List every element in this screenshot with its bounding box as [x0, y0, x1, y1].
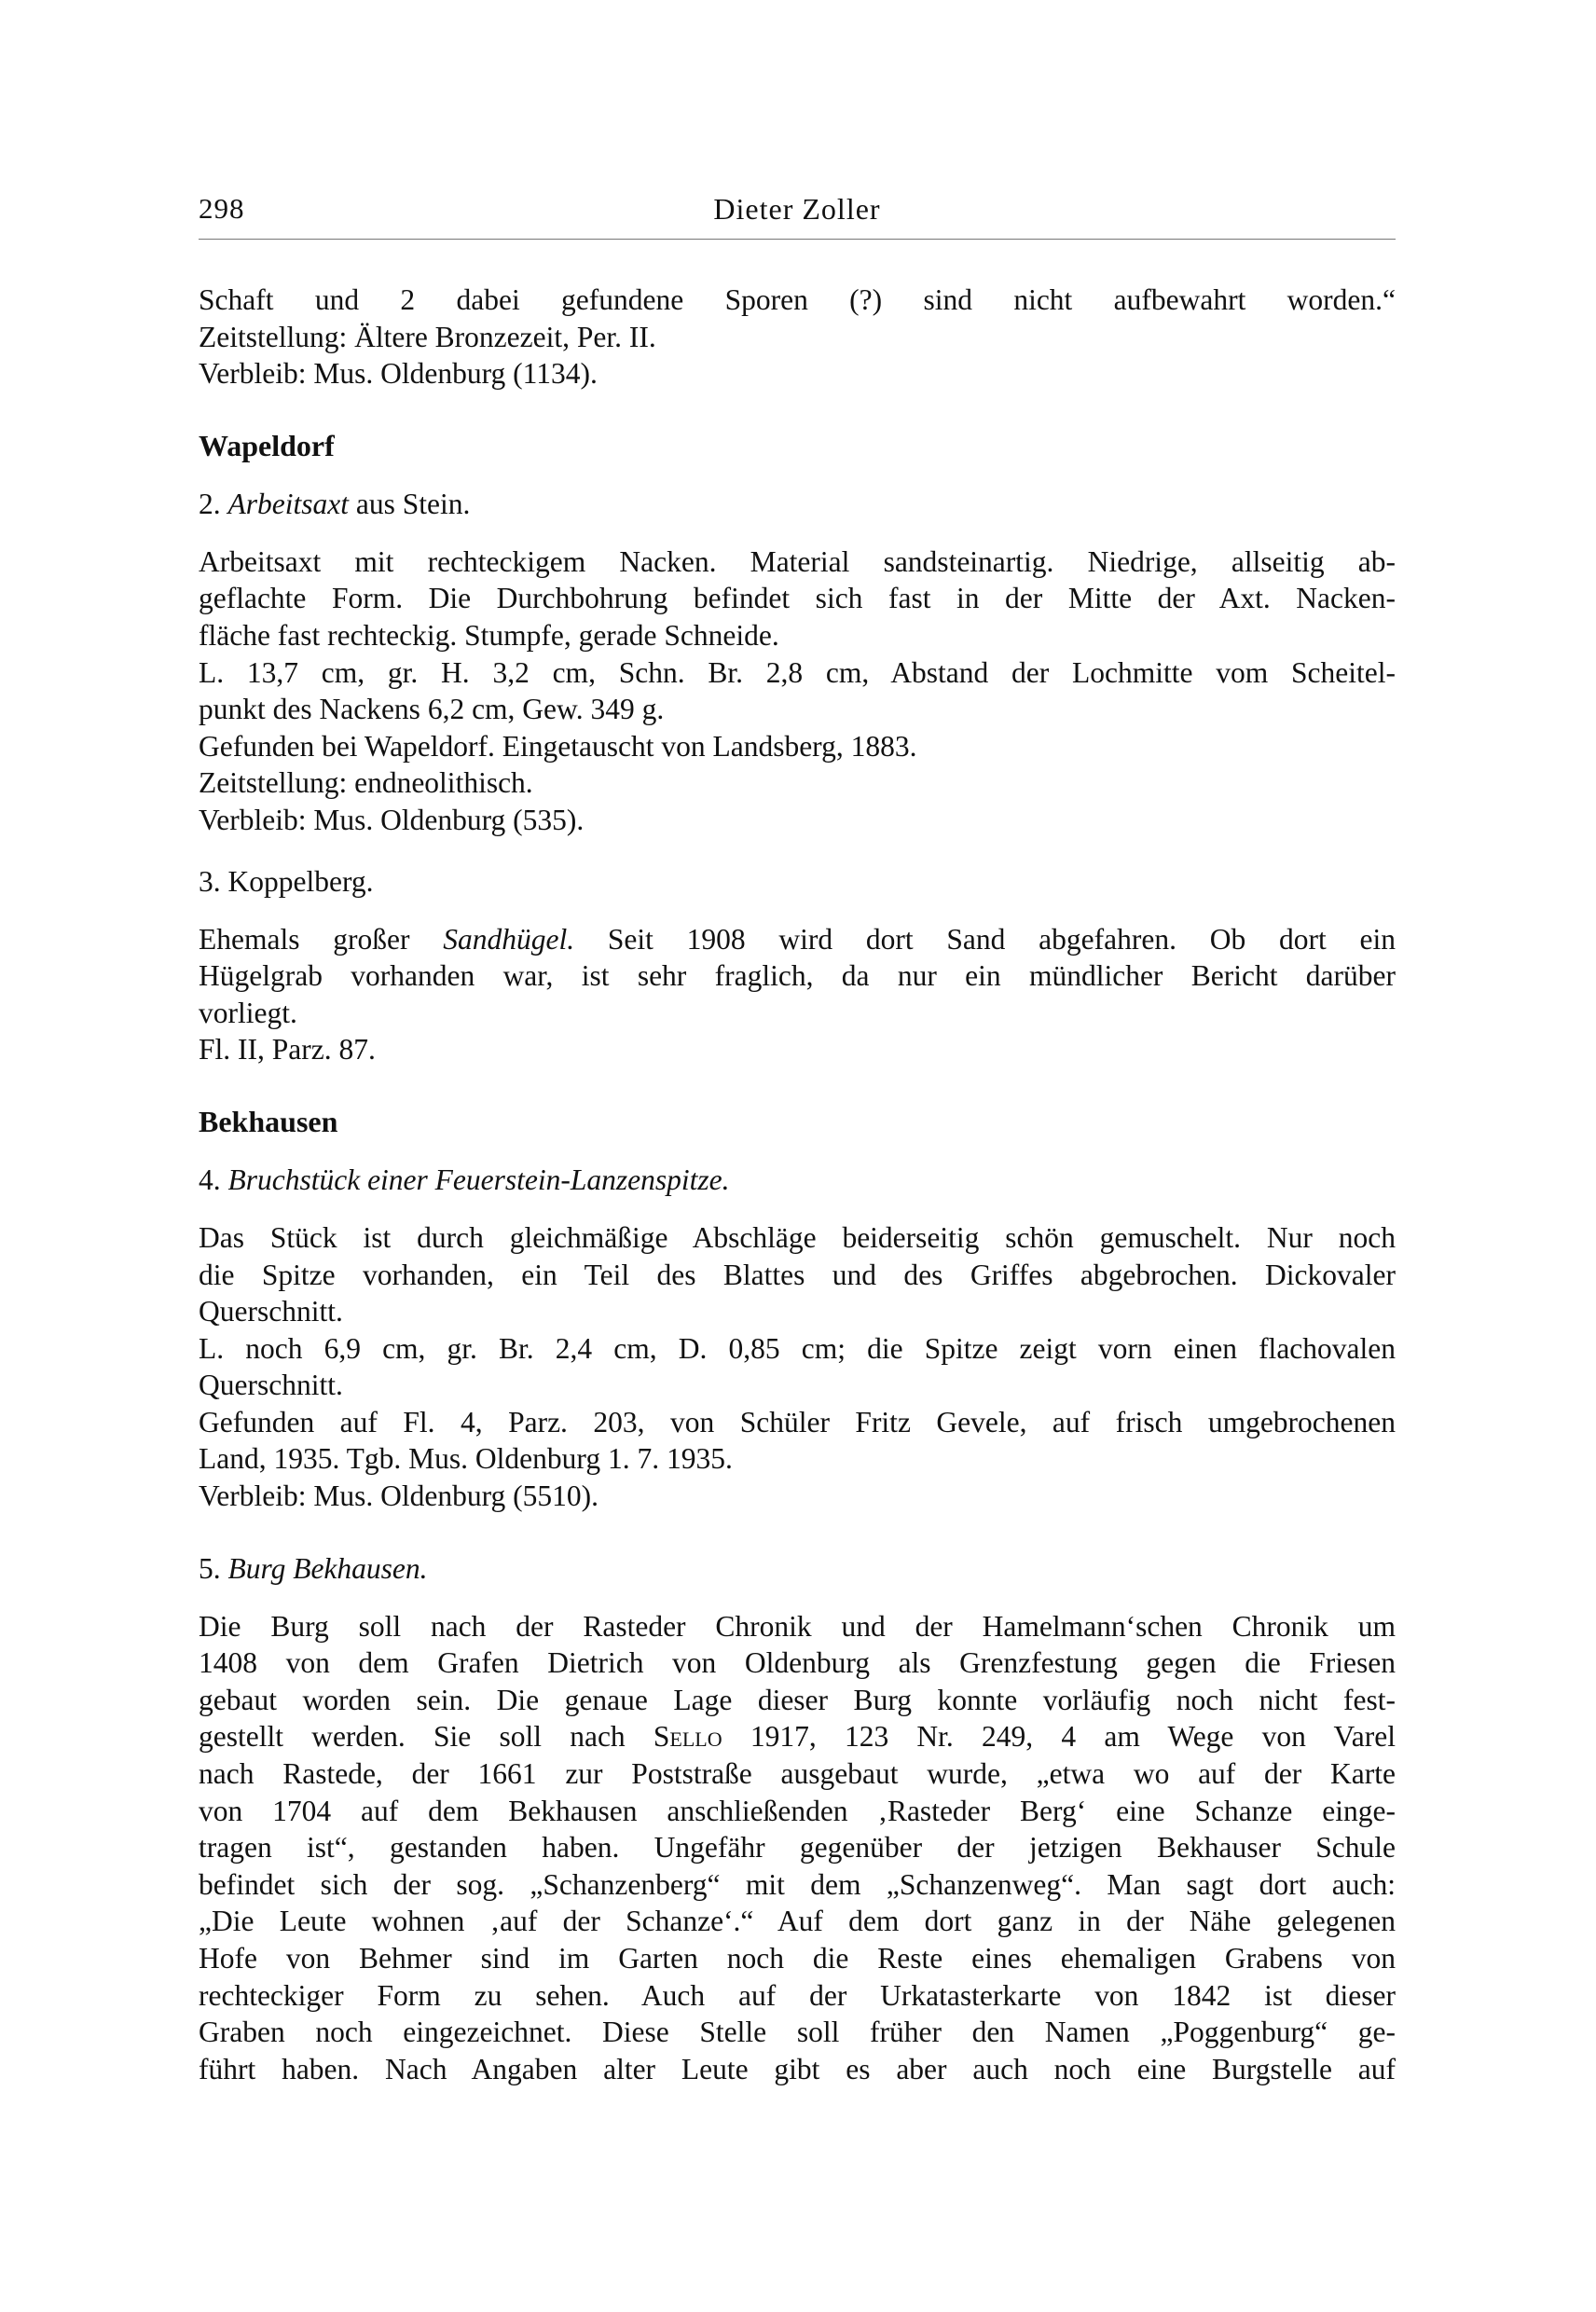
text-line: Schaft und 2 dabei gefundene Sporen (?) sind nicht aufbewahrt worden.“	[199, 283, 1396, 316]
text-line: Das Stück ist durch gleichmäßige Abschläge beiderseitig schön gemuschelt. Nur noch	[199, 1220, 1396, 1254]
text-line: Zeitstellung: Ältere Bronzezeit, Per. II.	[199, 320, 656, 353]
text-line: vorliegt.	[199, 996, 297, 1029]
text-line: Gefunden bei Wapeldorf. Eingetauscht von Landsberg, 1883.	[199, 729, 917, 763]
text-line: Gefunden auf Fl. 4, Parz. 203, von Schüler Fritz Gevele, auf frisch umgebrochenen	[199, 1405, 1396, 1438]
text-line: Hügelgrab vorhanden war, ist sehr fraglich, da nur ein mündlicher Bericht darüber	[199, 959, 1396, 993]
entry-title-rest: aus Stein.	[348, 487, 471, 520]
entry-title: Bruchstück einer Feuerstein-Lanzenspitze.	[227, 1163, 730, 1196]
text-line: geflachte Form. Die Durchbohrung befindet sich fast in der Mitte der Axt. Nacken-	[199, 582, 1396, 615]
text-line: Querschnitt.	[199, 1369, 343, 1402]
text-line: die Spitze vorhanden, ein Teil des Blattes und des Griffes abgebrochen. Dickovaler	[199, 1258, 1396, 1291]
text-line	[199, 921, 1396, 958]
entry-4-title	[199, 1162, 1396, 1199]
text-line: „Die Leute wohnen ‚auf der Schanze‘.“ Auf dem dort ganz in der Nähe gelegenen	[199, 1905, 1396, 1938]
text-line: punkt des Nackens 6,2 cm, Gew. 349 g.	[199, 693, 665, 726]
page-number: 298	[199, 192, 245, 225]
text-run: Seit 1908 wird dort Sand abgefahren. Ob dort ein	[574, 922, 1396, 956]
entry-5-title	[199, 1550, 1396, 1588]
text-line: Graben noch eingezeichnet. Diese Stelle soll früher den Namen „Poggenburg“ ge-	[199, 2016, 1396, 2049]
text-line: von 1704 auf dem Bekhausen anschließenden ‚Rasteder Berg‘ eine Schanze einge-	[199, 1794, 1396, 1827]
entry-number: 3.	[199, 864, 221, 898]
text-line: Zeitstellung: endneolithisch.	[199, 766, 533, 800]
page-body	[199, 282, 1396, 2087]
text-line: Hofe von Behmer sind im Garten noch die Reste eines ehemaligen Grabens von	[199, 1942, 1396, 1975]
text-line	[199, 1718, 1396, 1755]
header-rule	[199, 239, 1396, 240]
text-run: gestellt werden. Sie soll nach	[199, 1720, 654, 1754]
text-line: Verbleib: Mus. Oldenburg (535).	[199, 803, 585, 836]
text-line: Arbeitsaxt mit rechteckigem Nacken. Material sandsteinartig. Niedrige, allseitig ab-	[199, 544, 1396, 578]
text-line: Land, 1935. Tgb. Mus. Oldenburg 1. 7. 1935.	[199, 1442, 733, 1476]
text-run-italic: Sandhügel.	[443, 922, 575, 956]
text-line: Querschnitt.	[199, 1295, 343, 1328]
text-line: Die Burg soll nach der Rasteder Chronik und der Hamelmann‘schen Chronik um	[199, 1609, 1396, 1643]
text-line: L. noch 6,9 cm, gr. Br. 2,4 cm, D. 0,85 cm; die Spitze zeigt vorn einen flachovalen	[199, 1331, 1396, 1365]
text-line: tragen ist“, gestanden haben. Ungefähr gegenüber der jetzigen Bekhauser Schule	[199, 1831, 1396, 1865]
entry-number: 5.	[199, 1551, 221, 1585]
text-line: gebaut worden sein. Die genaue Lage dieser Burg konnte vorläufig noch nicht fest-	[199, 1683, 1396, 1716]
text-line: rechteckiger Form zu sehen. Auch auf der Urkatasterkarte von 1842 ist dieser	[199, 1978, 1396, 2012]
entry-3-title	[199, 863, 1396, 901]
text-run: Ehemals großer	[199, 922, 444, 956]
entry-title: Arbeitsaxt	[227, 487, 349, 520]
entry-number: 4.	[199, 1163, 221, 1196]
text-line: Verbleib: Mus. Oldenburg (1134).	[199, 357, 598, 391]
page-header	[199, 192, 1396, 239]
entry-number: 2.	[199, 487, 221, 520]
text-line: Fl. II, Parz. 87.	[199, 1033, 376, 1067]
text-line: 1408 von dem Grafen Dietrich von Oldenburg als Grenzfestung gegen die Friesen	[199, 1646, 1396, 1680]
text-line: Verbleib: Mus. Oldenburg (5510).	[199, 1479, 598, 1513]
text-line: befindet sich der sog. „Schanzenberg“ mit dem „Schanzenweg“. Man sagt dort auch:	[199, 1867, 1396, 1901]
entry-title: Burg Bekhausen.	[227, 1551, 428, 1585]
text-line: führt haben. Nach Angaben alter Leute gibt es aber auch noch eine Burgstelle auf	[199, 2052, 1396, 2085]
text-line: L. 13,7 cm, gr. H. 3,2 cm, Schn. Br. 2,8 cm, Abstand der Lochmitte vom Scheitel-	[199, 655, 1396, 689]
author-smallcaps: Sello	[653, 1720, 722, 1754]
entry-2-title	[199, 486, 1396, 523]
section-heading-wapeldorf: Wapeldorf	[199, 428, 335, 462]
text-run: 1917, 123 Nr. 249, 4 am Wege von Varel	[722, 1720, 1396, 1754]
section-heading-bekhausen: Bekhausen	[199, 1104, 338, 1138]
text-line: fläche fast rechteckig. Stumpfe, gerade Schneide.	[199, 618, 779, 652]
entry-title: Koppelberg.	[227, 864, 374, 898]
text-line: nach Rastede, der 1661 zur Poststraße ausgebaut wurde, „etwa wo auf der Karte	[199, 1757, 1396, 1791]
running-head: Dieter Zoller	[713, 192, 881, 226]
